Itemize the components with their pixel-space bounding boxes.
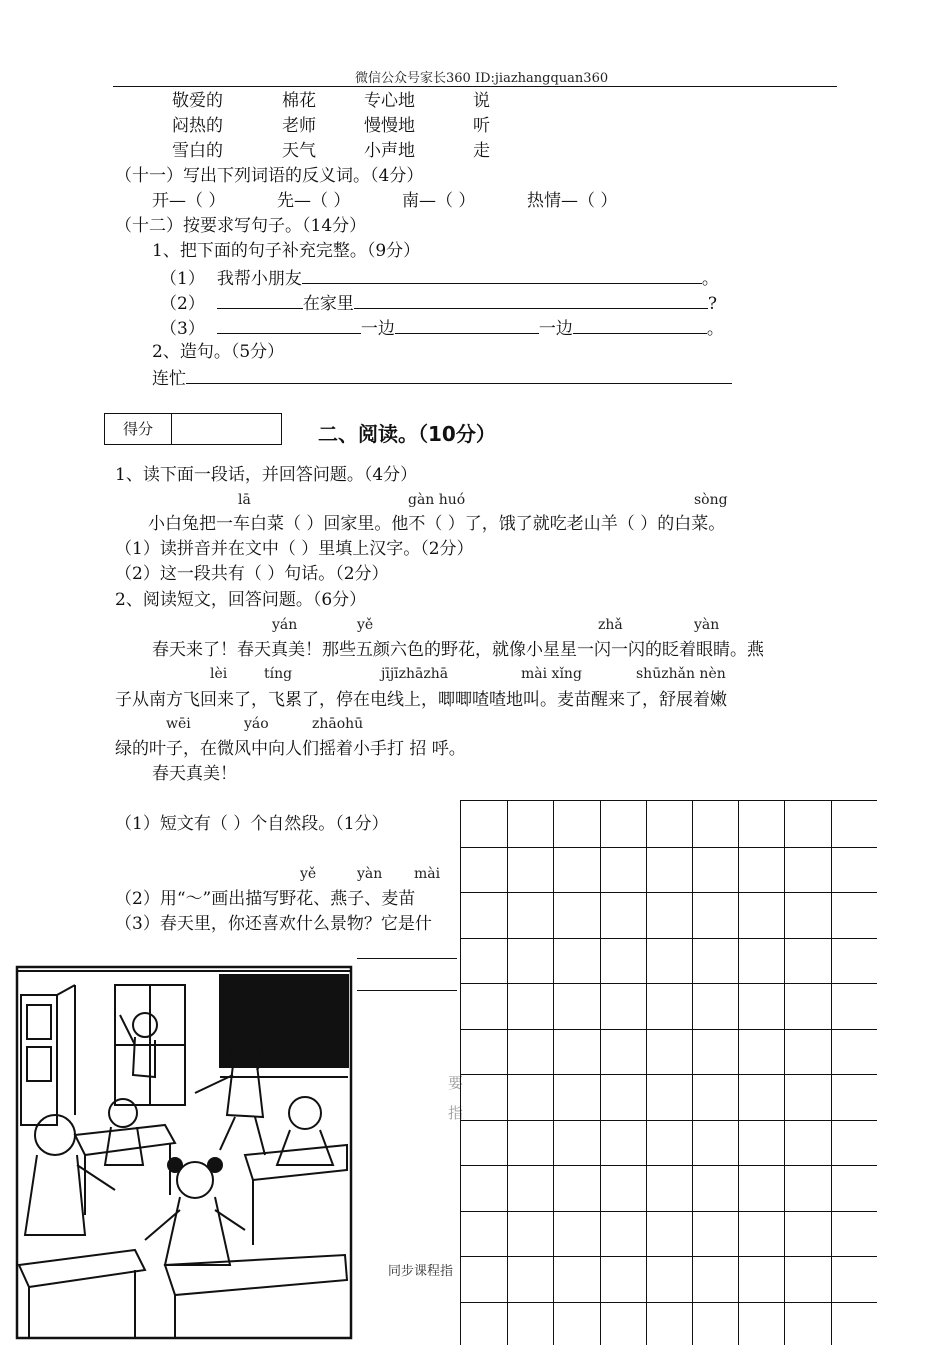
grid-cell[interactable] xyxy=(831,983,877,1030)
grid-cell[interactable] xyxy=(553,1165,600,1212)
reading2-q2: （2）用“～”画出描写野花、燕子、麦苗 xyxy=(115,889,415,909)
grid-cell[interactable] xyxy=(831,1074,877,1121)
grid-cell[interactable] xyxy=(784,1302,831,1345)
blank-line[interactable] xyxy=(573,317,707,334)
match-word: 说 xyxy=(473,91,490,111)
grid-cell[interactable] xyxy=(507,1165,554,1212)
grid-cell[interactable] xyxy=(831,1120,877,1167)
q11-title: （十一）写出下列词语的反义词。（4分） xyxy=(115,166,423,186)
grid-cell[interactable] xyxy=(553,847,600,894)
grid-cell[interactable] xyxy=(461,892,508,939)
grid-cell[interactable] xyxy=(784,892,831,939)
pinyin: zhāohū xyxy=(312,716,363,732)
grid-cell[interactable] xyxy=(553,892,600,939)
reading2-title: 2、阅读短文，回答问题。（6分） xyxy=(115,590,366,610)
reading1-title: 1、读下面一段话，并回答问题。（4分） xyxy=(115,465,417,485)
grid-cell[interactable] xyxy=(692,1165,739,1212)
grid-cell[interactable] xyxy=(738,983,785,1030)
grid-cell[interactable] xyxy=(784,1256,831,1303)
pinyin: yàn xyxy=(357,866,382,882)
match-word: 闷热的 xyxy=(172,116,223,136)
grid-cell[interactable] xyxy=(692,1120,739,1167)
grid-cell[interactable] xyxy=(831,1165,877,1212)
antonym-item: 先—（ ） xyxy=(277,191,350,211)
section-title: 二、阅读。（10分） xyxy=(318,418,496,447)
grid-cell[interactable] xyxy=(646,1256,693,1303)
word-1: 敬爱的 xyxy=(172,91,223,111)
grid-cell[interactable] xyxy=(507,801,554,848)
grid-cell[interactable] xyxy=(553,1120,600,1167)
grid-cell[interactable] xyxy=(600,1029,647,1076)
sentence-text: 一边 xyxy=(361,319,395,339)
pinyin: yán xyxy=(272,617,297,633)
pinyin: wēi xyxy=(166,716,191,732)
grid-cell[interactable] xyxy=(461,1211,508,1258)
writing-grid[interactable] xyxy=(460,800,877,1345)
grid-cell[interactable] xyxy=(646,1302,693,1345)
grid-cell[interactable] xyxy=(692,1029,739,1076)
pinyin: mài xyxy=(414,866,440,882)
match-word: 走 xyxy=(473,141,490,161)
grid-cell[interactable] xyxy=(646,847,693,894)
reading1-q1: （1）读拼音并在文中（ ）里填上汉字。（2分） xyxy=(115,539,474,559)
grid-cell[interactable] xyxy=(461,1120,508,1167)
grid-cell[interactable] xyxy=(461,1165,508,1212)
grid-cell[interactable] xyxy=(553,1211,600,1258)
grid-cell[interactable] xyxy=(646,1211,693,1258)
grid-cell[interactable] xyxy=(507,1074,554,1121)
grid-cell[interactable] xyxy=(738,801,785,848)
grid-cell[interactable] xyxy=(831,1302,877,1345)
reading2-q3: （3）春天里，你还喜欢什么景物？它是什 xyxy=(115,914,432,934)
grid-cell[interactable] xyxy=(553,801,600,848)
grid-cell[interactable] xyxy=(461,1029,508,1076)
match-word: 雪白的 xyxy=(172,141,223,161)
antonym-item: 热情—（ ） xyxy=(527,191,617,211)
match-word: 天气 xyxy=(282,141,316,161)
match-word: 专心地 xyxy=(364,91,415,111)
match-row xyxy=(172,91,223,111)
antonym-item: 开—（ ） xyxy=(152,191,225,211)
grid-cell[interactable] xyxy=(507,847,554,894)
grid-cell[interactable] xyxy=(553,1029,600,1076)
grid-cell[interactable] xyxy=(784,1029,831,1076)
grid-cell[interactable] xyxy=(831,1211,877,1258)
grid-cell[interactable] xyxy=(831,1029,877,1076)
grid-cell[interactable] xyxy=(461,938,508,985)
passage-line: 子从南方飞回来了，飞累了，停在电线上，唧唧喳喳地叫。麦苗醒来了，舒展着嫩 xyxy=(115,690,727,710)
grid-cell[interactable] xyxy=(646,1120,693,1167)
grid-cell[interactable] xyxy=(600,1211,647,1258)
grid-cell[interactable] xyxy=(553,1256,600,1303)
grid-cell[interactable] xyxy=(646,938,693,985)
grid-cell[interactable] xyxy=(692,847,739,894)
sentence-number: （1） xyxy=(160,269,205,289)
grid-cell[interactable] xyxy=(553,938,600,985)
sentence-text: 在家里 xyxy=(303,294,354,314)
grid-cell[interactable] xyxy=(507,1256,554,1303)
sentence-text: 我帮小朋友 xyxy=(217,269,302,289)
pinyin: yáo xyxy=(244,716,269,732)
antonym-item: 南—（ ） xyxy=(402,191,475,211)
grid-cell[interactable] xyxy=(461,1074,508,1121)
sentence-number: （3） xyxy=(160,319,205,339)
grid-cell[interactable] xyxy=(738,1120,785,1167)
grid-cell[interactable] xyxy=(600,1074,647,1121)
header-rule xyxy=(113,86,837,87)
grid-cell[interactable] xyxy=(600,1120,647,1167)
grid-cell[interactable] xyxy=(646,1165,693,1212)
pinyin: tíng xyxy=(264,666,292,682)
grid-cell[interactable] xyxy=(600,983,647,1030)
grid-cell[interactable] xyxy=(646,983,693,1030)
grid-cell[interactable] xyxy=(738,847,785,894)
grid-cell[interactable] xyxy=(738,1211,785,1258)
grid-cell[interactable] xyxy=(553,983,600,1030)
target-word: 连忙 xyxy=(152,369,186,389)
classroom-illustration xyxy=(15,965,353,1340)
score-box xyxy=(104,413,282,445)
grid-cell[interactable] xyxy=(692,801,739,848)
match-word: 慢慢地 xyxy=(364,116,415,136)
grid-cell[interactable] xyxy=(646,1074,693,1121)
grid-cell[interactable] xyxy=(600,1256,647,1303)
q12-sub2: 2、造句。（5分） xyxy=(152,342,284,362)
pinyin: yě xyxy=(357,617,373,633)
match-word: 听 xyxy=(473,116,490,136)
grid-cell[interactable] xyxy=(600,892,647,939)
grid-cell[interactable] xyxy=(507,1302,554,1345)
pinyin: lèi xyxy=(210,666,227,682)
grid-cell[interactable] xyxy=(784,847,831,894)
pinyin: yàn xyxy=(694,617,719,633)
sentence-3: （3） 一边 一边 。 xyxy=(160,317,724,339)
pinyin: jījīzhāzhā xyxy=(381,666,448,682)
sentence-1: （1） 我帮小朋友 。 xyxy=(160,267,719,289)
grid-cell[interactable] xyxy=(600,801,647,848)
blank-line[interactable] xyxy=(217,317,361,334)
grid-cell[interactable] xyxy=(553,1302,600,1345)
grid-cell[interactable] xyxy=(738,1029,785,1076)
grid-cell[interactable] xyxy=(831,801,877,848)
passage-line: 春天真美！ xyxy=(152,764,237,784)
grid-cell[interactable] xyxy=(738,1165,785,1212)
pinyin: lā xyxy=(238,492,251,508)
match-word: 小声地 xyxy=(364,141,415,161)
grid-cell[interactable] xyxy=(646,1029,693,1076)
grid-cell[interactable] xyxy=(692,983,739,1030)
grid-cell[interactable] xyxy=(646,892,693,939)
grid-cell[interactable] xyxy=(692,1211,739,1258)
grid-cell[interactable] xyxy=(831,1256,877,1303)
grid-cell[interactable] xyxy=(461,1302,508,1345)
pinyin: mài xǐng xyxy=(521,666,582,682)
grid-cell[interactable] xyxy=(831,938,877,985)
grid-cell[interactable] xyxy=(692,1302,739,1345)
grid-cell[interactable] xyxy=(600,847,647,894)
q12-title: （十二）按要求写句子。（14分） xyxy=(115,216,366,236)
grid-cell[interactable] xyxy=(692,1256,739,1303)
grid-cell[interactable] xyxy=(507,1029,554,1076)
grid-cell[interactable] xyxy=(507,1120,554,1167)
sentence-2: （2） 在家里 ? xyxy=(160,292,717,314)
make-sentence xyxy=(152,367,732,389)
fragment-text: 同步课程指 xyxy=(388,1260,453,1279)
pinyin: gàn huó xyxy=(408,492,465,508)
match-word: 老师 xyxy=(282,116,316,136)
grid-cell[interactable] xyxy=(461,1256,508,1303)
pinyin: zhǎ xyxy=(598,617,623,633)
blank-line[interactable] xyxy=(354,292,708,309)
grid-cell[interactable] xyxy=(461,983,508,1030)
passage-line: 春天来了！春天真美！那些五颜六色的野花，就像小星星一闪一闪的眨着眼睛。燕 xyxy=(152,640,764,660)
grid-cell[interactable] xyxy=(784,801,831,848)
reading2-q1: （1）短文有（ ）个自然段。（1分） xyxy=(115,814,389,834)
grid-cell[interactable] xyxy=(507,892,554,939)
grid-cell[interactable] xyxy=(553,1074,600,1121)
answer-line[interactable] xyxy=(357,990,457,991)
pinyin: shūzhǎn nèn xyxy=(636,666,726,682)
grid-cell[interactable] xyxy=(461,847,508,894)
grid-cell[interactable] xyxy=(507,1211,554,1258)
grid-cell[interactable] xyxy=(738,938,785,985)
grid-cell[interactable] xyxy=(692,1074,739,1121)
grid-cell[interactable] xyxy=(784,1120,831,1167)
blank-line[interactable] xyxy=(302,267,702,284)
grid-cell[interactable] xyxy=(784,1074,831,1121)
grid-cell[interactable] xyxy=(600,938,647,985)
blank-line[interactable] xyxy=(186,367,732,384)
grid-cell[interactable] xyxy=(738,1074,785,1121)
grid-cell[interactable] xyxy=(784,938,831,985)
pinyin: sòng xyxy=(694,492,728,508)
reading1-passage: 小白兔把一车白菜（ ）回家里。他不（ ）了，饿了就吃老山羊（ ）的白菜。 xyxy=(148,514,725,534)
blank-line[interactable] xyxy=(395,317,539,334)
passage-line: 绿的叶子，在微风中向人们摇着小手打 招 呼。 xyxy=(115,739,466,759)
grid-cell[interactable] xyxy=(784,1211,831,1258)
reading1-q2: （2）这一段共有（ ）句话。（2分） xyxy=(115,564,389,584)
q12-sub1: 1、把下面的句子补充完整。（9分） xyxy=(152,241,420,261)
pinyin: yě xyxy=(300,866,316,882)
grid-cell[interactable] xyxy=(831,892,877,939)
grid-cell[interactable] xyxy=(738,1256,785,1303)
sentence-number: （2） xyxy=(160,294,205,314)
grid-cell[interactable] xyxy=(831,847,877,894)
fragment-text: 指 xyxy=(448,1102,463,1123)
grid-cell[interactable] xyxy=(738,1302,785,1345)
score-label: 得分 xyxy=(105,414,172,444)
grid-cell[interactable] xyxy=(646,801,693,848)
grid-cell[interactable] xyxy=(507,938,554,985)
grid-cell[interactable] xyxy=(784,983,831,1030)
page-header: 微信公众号家长360 ID:jiazhangquan360 xyxy=(355,67,608,86)
grid-cell[interactable] xyxy=(784,1165,831,1212)
sentence-text: 一边 xyxy=(539,319,573,339)
fragment-text: 要 xyxy=(448,1072,463,1093)
grid-cell[interactable] xyxy=(600,1165,647,1212)
match-word: 棉花 xyxy=(282,91,316,111)
grid-cell[interactable] xyxy=(692,938,739,985)
blank-line[interactable] xyxy=(217,292,303,309)
grid-cell[interactable] xyxy=(461,801,508,848)
grid-cell[interactable] xyxy=(692,892,739,939)
grid-cell[interactable] xyxy=(507,983,554,1030)
answer-line[interactable] xyxy=(357,958,457,959)
grid-cell[interactable] xyxy=(600,1302,647,1345)
grid-cell[interactable] xyxy=(738,892,785,939)
